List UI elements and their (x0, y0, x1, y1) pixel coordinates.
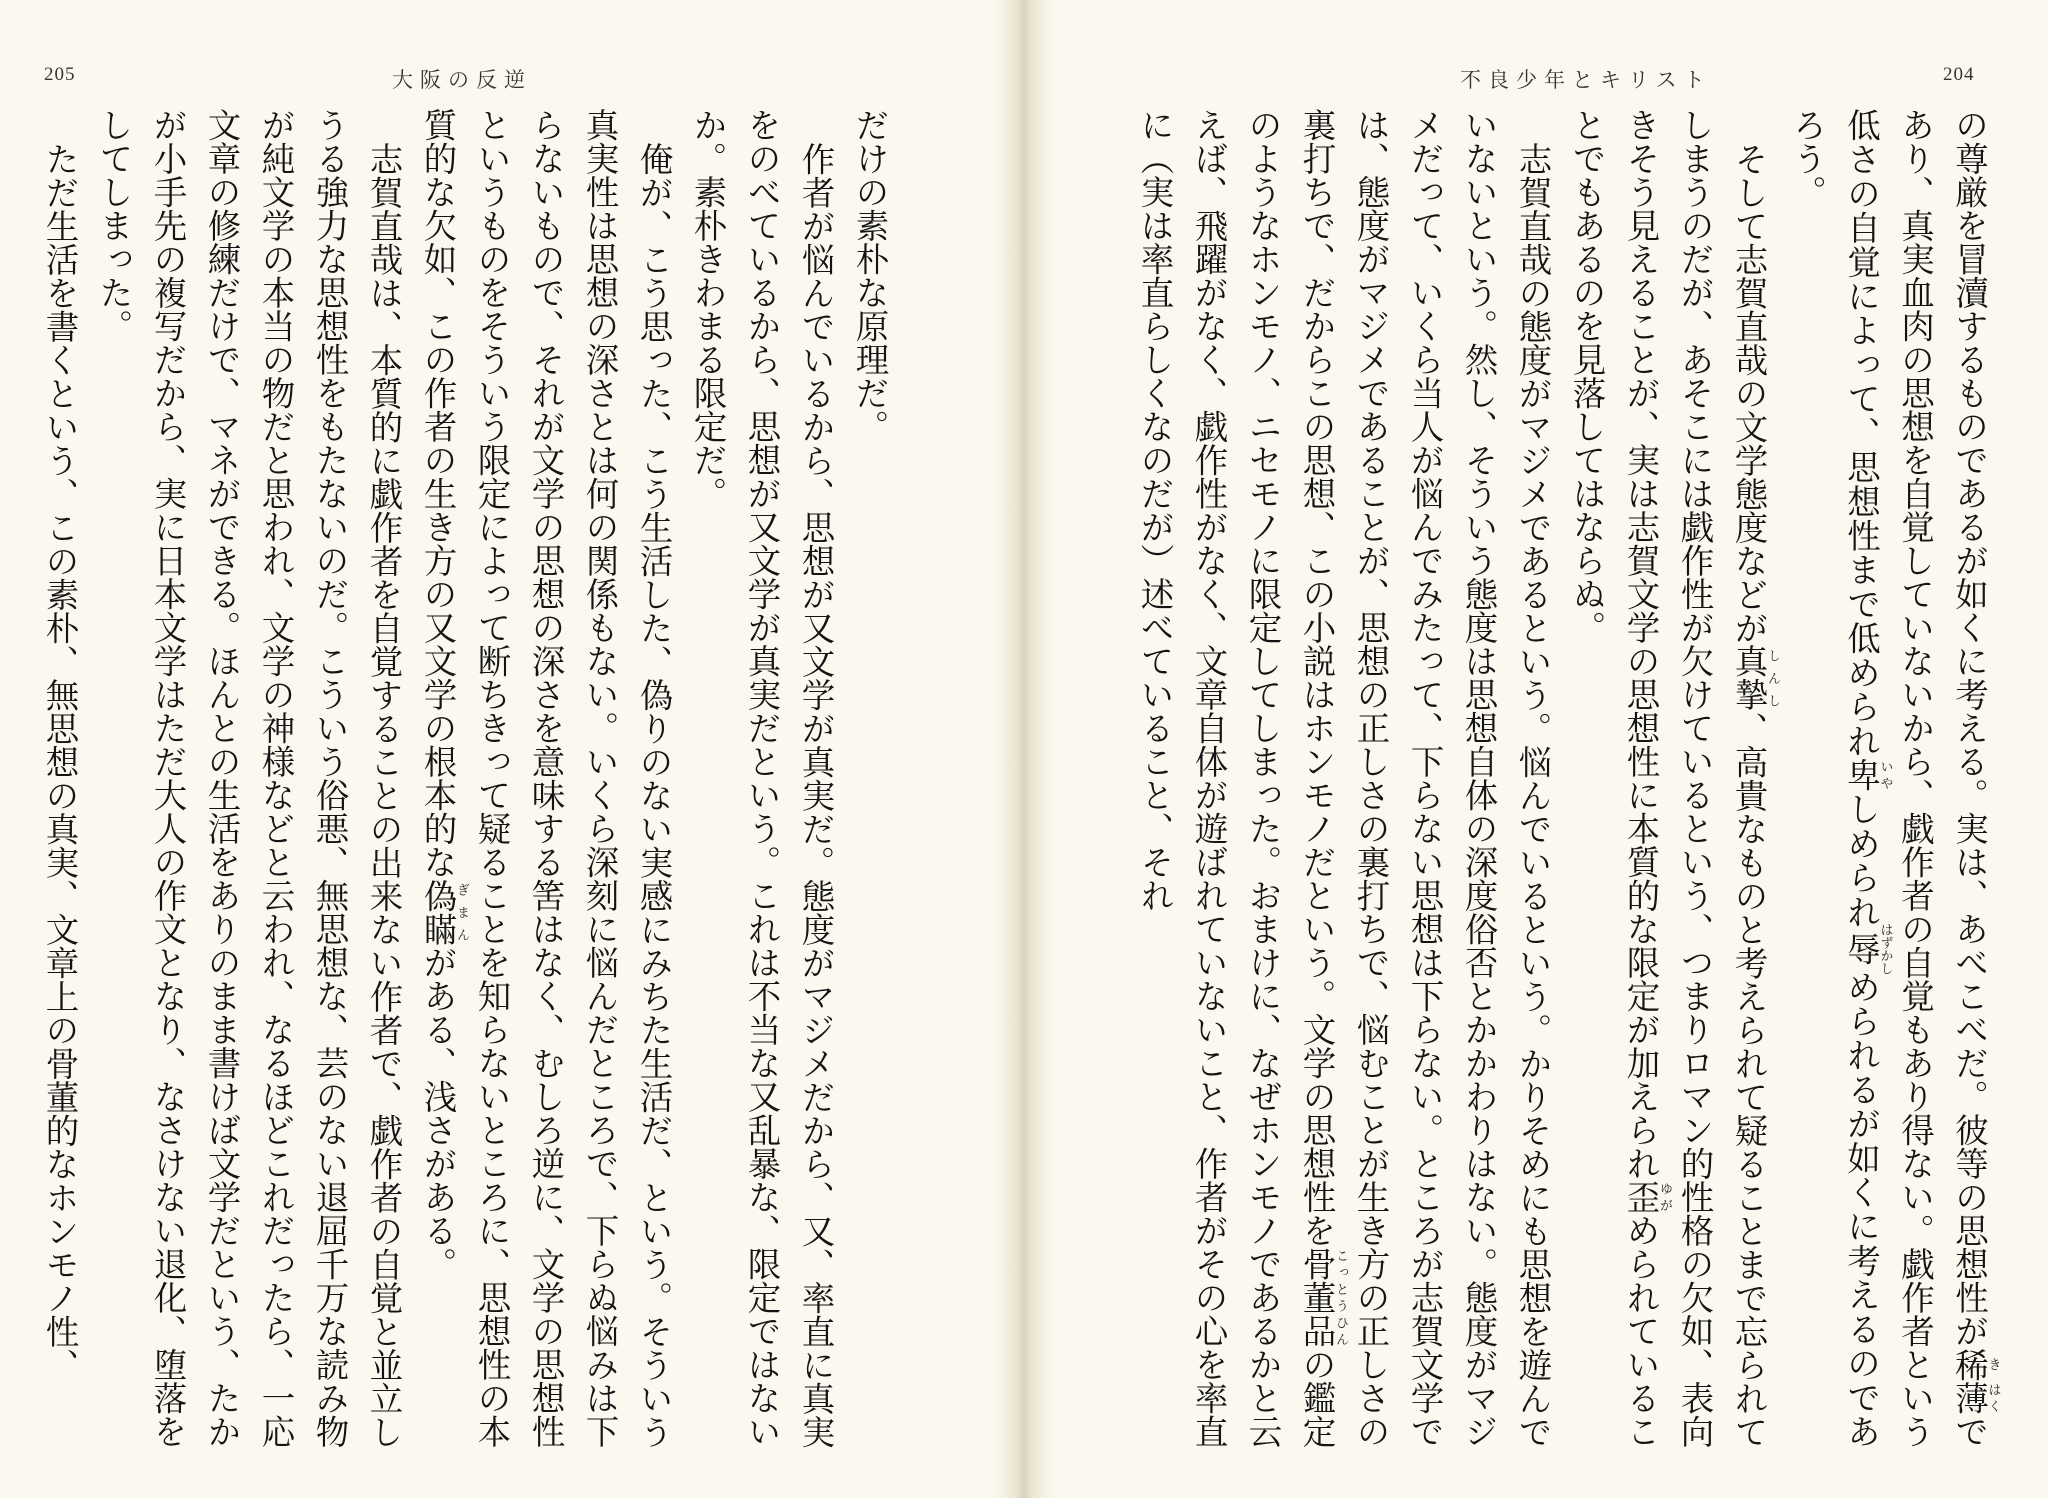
furigana: 骨董品こっとうひん (1297, 1247, 1348, 1348)
furigana: 歪ゆが (1621, 1180, 1672, 1214)
paragraph: ただ生活を書くという、この素朴、無思想の真実、文章上の骨董的なホンモノ性、 (40, 141, 79, 1381)
furigana: 薄はく (1949, 1381, 2001, 1415)
page-number: 204 (1943, 64, 1975, 85)
paragraph: だけの素朴な原理だ。 (850, 108, 889, 443)
furigana: 稀き (1949, 1347, 2001, 1381)
page-number: 205 (44, 64, 76, 85)
furigana: 偽瞞ぎまん (418, 878, 469, 946)
right-page-body (1112, 108, 2000, 1448)
running-head: 不良少年とキリスト (1460, 68, 1712, 92)
left-page (0, 0, 1010, 1498)
paragraph: 志賀直哉の態度がマジメであるという。悩んでいるという。かりそめにも思想を遊んでいないという。然し、そういう態度は思想自体の深度俗否とかかわりはない。態度がマジメだって、いくら当人が悩んでみたって、下らない思想は下らない。ところが志賀文学では、態度がマジメであることが、思想の正しさの裏打ちで、悩むことが生き方の正しさの裏打ちで、だからこの思想、この小説はホンモノだという。文学の思想性を骨董品こっとうひんの鑑定のようなホンモノ、ニセモノに限定してしまった。おまけに、なぜホンモノであるかと云えば、飛躍がなく、戯作性がなく、文章自体が遊ばれていないこと、作者がその心を率直に（実は率直らしくなのだが）述べていること、それ (1135, 108, 1552, 1448)
paragraph: そして志賀直哉の文学態度などが真摯しんし、高貴なものと考えられて疑ることまで忘られてしまうのだが、あそこには戯作性が欠けているという、つまりロマン的性格の欠如、表向きそう見えることが、実は志賀文学の思想性に本質的な限定が加えられ歪ゆがめられていることでもあるのを見落してはならぬ。 (1567, 108, 1780, 1448)
paragraph: 俺が、こう思った、こう生活した、偽りのない実感にみちた生活だ、という。そういう真実性は思想の深さとは何の関係もない。いくら深刻に悩んだところで、下らぬ悩みは下らないもので、それが文学の思想の深さを意味する筈はなく、むしろ逆に、文学の思想性というものをそういう限定によって断ちきって疑ることを知らないところに、思想性の本質的な欠如、この作者の生き方の又文学の根本的な偽瞞ぎまんがある、浅さがある。 (418, 108, 673, 1448)
furigana: 真摯しんし (1729, 644, 1780, 711)
paragraph: の尊厳を冒瀆するものであるが如くに考える。実は、あべこべだ。彼等の思想性が稀き薄はくであり、真実血肉の思想を自覚していないから、戯作者の自覚もあり得ない。戯作者という低さの自覚によって、思想性まで低められ卑いやしめられ辱はずかしめられるが如くに考えるのであろう。 (1787, 108, 2001, 1449)
furigana: 卑いや (1841, 758, 1893, 793)
paragraph: 作者が悩んでいるから、思想が又文学が真実だ。態度がマジメだから、又、率直に真実をのべているから、思想が又文学が真実だという。これは不当な又乱暴な、限定ではないか。素朴きわまる限定だ。 (688, 108, 835, 1448)
furigana: 辱はずかし (1841, 923, 1893, 976)
right-page (1040, 0, 2048, 1498)
left-page-body (40, 108, 896, 1448)
paragraph: 志賀直哉は、本質的に戯作者を自覚することの出来ない作者で、戯作者の自覚と並立しうる強力な思想性をもたないのだ。こういう俗悪、無思想な、芸のない退屈千万な読み物が純文学の本当の物だと思われ、文学の神様などと云われ、なるほどこれだったら、一応文章の修練だけで、マネができる。ほんとの生活をありのまま書けば文学だという、たかが小手先の複写だから、実に日本文学はただ大人の作文となり、なさけない退化、堕落をしてしまった。 (94, 108, 403, 1448)
running-head: 大阪の反逆 (392, 68, 532, 92)
